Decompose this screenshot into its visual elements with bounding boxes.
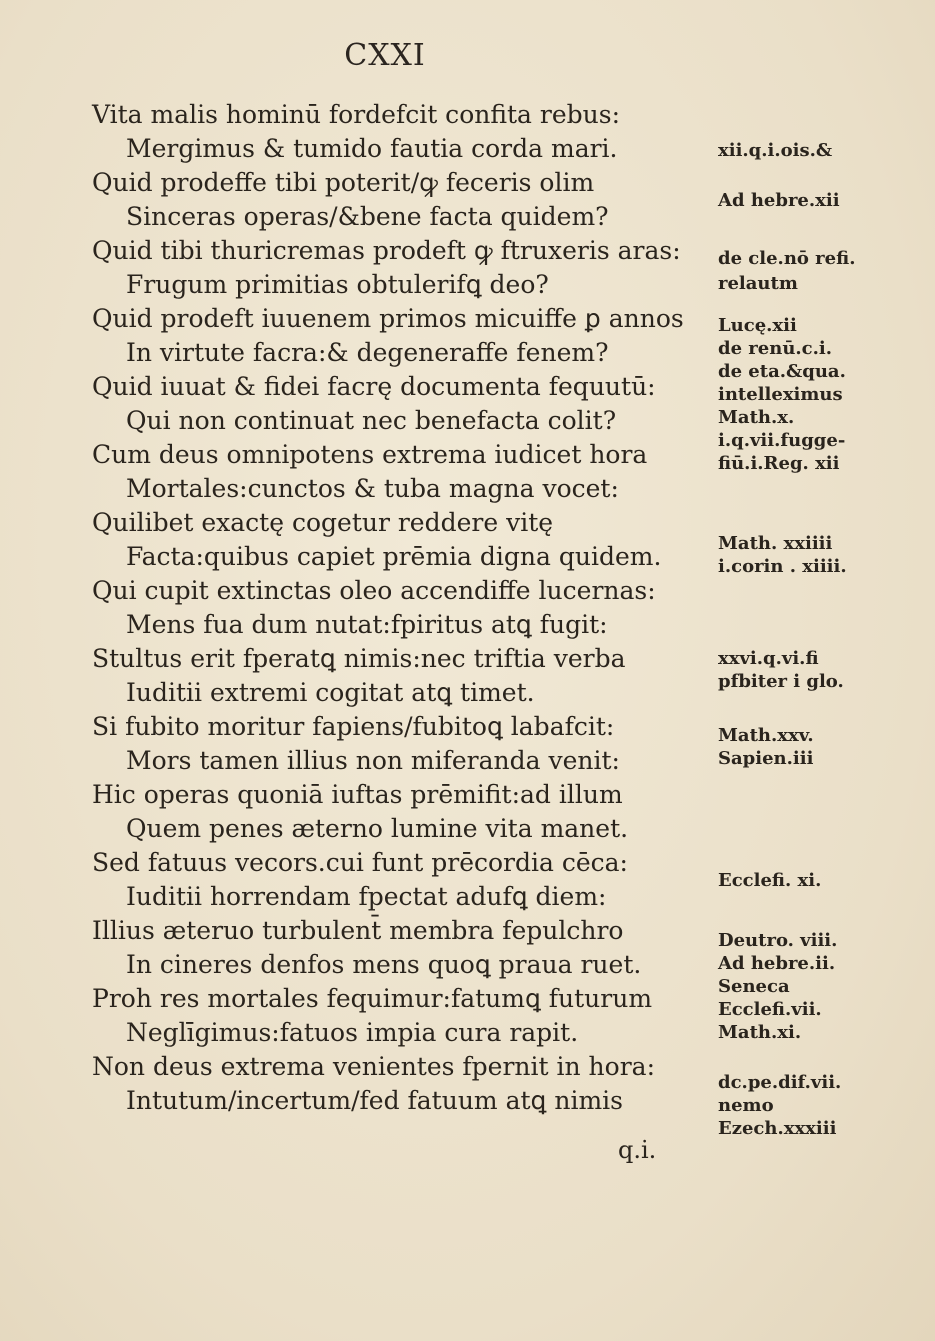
marginal-note: Ad hebre.xii: [718, 190, 840, 211]
verse-line: Sinceras operas/&bene facta quidem?: [126, 202, 609, 231]
verse-line: In virtute facra:& degeneraffe fenem?: [126, 338, 609, 367]
verse-line: Facta:quibus capiet prēmia digna quidem.: [126, 542, 662, 571]
marginal-note: Ezech.xxxiii: [718, 1118, 837, 1139]
marginal-note: pfbiter i glo.: [718, 671, 844, 692]
marginal-note: i.corin . xiiii.: [718, 556, 847, 577]
verse-line: Cum deus omnipotens extrema iudicet hora: [92, 440, 648, 469]
catchword: q.i.: [618, 1136, 657, 1164]
marginal-note: Ecclefi.vii.: [718, 999, 822, 1020]
verse-line: Hic operas quoniā iuftas prēmifit:ad illum: [92, 780, 623, 809]
verse-line: Quem penes æterno lumine vita manet.: [126, 814, 629, 843]
marginal-note: xxvi.q.vi.fi: [718, 648, 819, 669]
verse-line: Quid tibi thuricremas prodeft ꝙ ftruxeris aras:: [92, 236, 681, 265]
marginal-note: fiū.i.Reg. xii: [718, 453, 840, 474]
marginal-note: Ad hebre.ii.: [718, 953, 836, 974]
marginal-note: Math.xxv.: [718, 725, 814, 746]
verse-line: Neglīgimus:fatuos impia cura rapit.: [126, 1018, 579, 1047]
marginal-note: Math. xxiiii: [718, 533, 833, 554]
verse-line: In cineres denfos mens quoꝗ praua ruet.: [126, 950, 642, 979]
verse-line: Quid iuuat & fidei facrę documenta fequutū:: [92, 372, 656, 401]
verse-line: Frugum primitias obtulerifꝗ deo?: [126, 270, 549, 299]
verse-line: Mens fua dum nutat:fpiritus atꝗ fugit:: [126, 610, 608, 639]
marginal-note: Seneca: [718, 976, 790, 997]
marginal-note: de renū.c.i.: [718, 338, 833, 359]
verse-line: Quilibet exactę cogetur reddere vitę: [92, 508, 554, 537]
verse-line: Proh res mortales fequimur:fatumꝗ futurum: [92, 984, 653, 1013]
verse-line: Mors tamen illius non miferanda venit:: [126, 746, 620, 775]
marginal-note: xii.q.i.ois.&: [718, 140, 833, 161]
folio-number: CXXI: [344, 38, 426, 73]
verse-line: Quid prodeft iuuenem primos micuiffe ꝑ annos: [92, 304, 684, 333]
marginal-note: Ecclefi. xi.: [718, 870, 822, 891]
marginal-note: Math.x.: [718, 407, 795, 428]
verse-line: Si fubito moritur fapiens/fubitoꝗ labafcit:: [92, 712, 615, 741]
marginal-note: relautm: [718, 273, 798, 294]
verse-line: Vita malis hominū fordefcit confita rebus:: [92, 100, 621, 129]
verse-line: Stultus erit fperatꝗ nimis:nec triftia verba: [92, 644, 626, 673]
marginal-note: de eta.&qua.: [718, 361, 846, 382]
marginal-note: nemo: [718, 1095, 774, 1116]
verse-line: Iuditii horrendam fpectat adufꝗ diem:: [126, 882, 607, 911]
marginal-note: de cle.nō refi.: [718, 248, 856, 269]
marginal-note: Sapien.iii: [718, 748, 814, 769]
marginal-note: Lucę.xii: [718, 315, 797, 336]
verse-line: Illius æteruo turbulent̄ membra fepulchro: [92, 916, 624, 945]
marginal-note: dc.pe.dif.vii.: [718, 1072, 842, 1093]
verse-line: Sed fatuus vecors.cui funt prēcordia cēca:: [92, 848, 628, 877]
marginal-note: intelleximus: [718, 384, 843, 405]
verse-line: Mergimus & tumido fautia corda mari.: [126, 134, 618, 163]
verse-line: Mortales:cunctos & tuba magna vocet:: [126, 474, 619, 503]
verse-line: Intutum/incertum/fed fatuum atꝗ nimis: [126, 1086, 623, 1115]
marginal-note: Deutro. viii.: [718, 930, 838, 951]
verse-line: Qui non continuat nec benefacta colit?: [126, 406, 617, 435]
verse-line: Qui cupit extinctas oleo accendiffe lucernas:: [92, 576, 656, 605]
marginal-note: Math.xi.: [718, 1022, 802, 1043]
verse-line: Quid prodeffe tibi poterit/ꝙ feceris olim: [92, 168, 595, 197]
marginal-note: i.q.vii.fugge-: [718, 430, 846, 451]
verse-line: Non deus extrema venientes fpernit in hora:: [92, 1052, 655, 1081]
verse-line: Iuditii extremi cogitat atꝗ timet.: [126, 678, 535, 707]
